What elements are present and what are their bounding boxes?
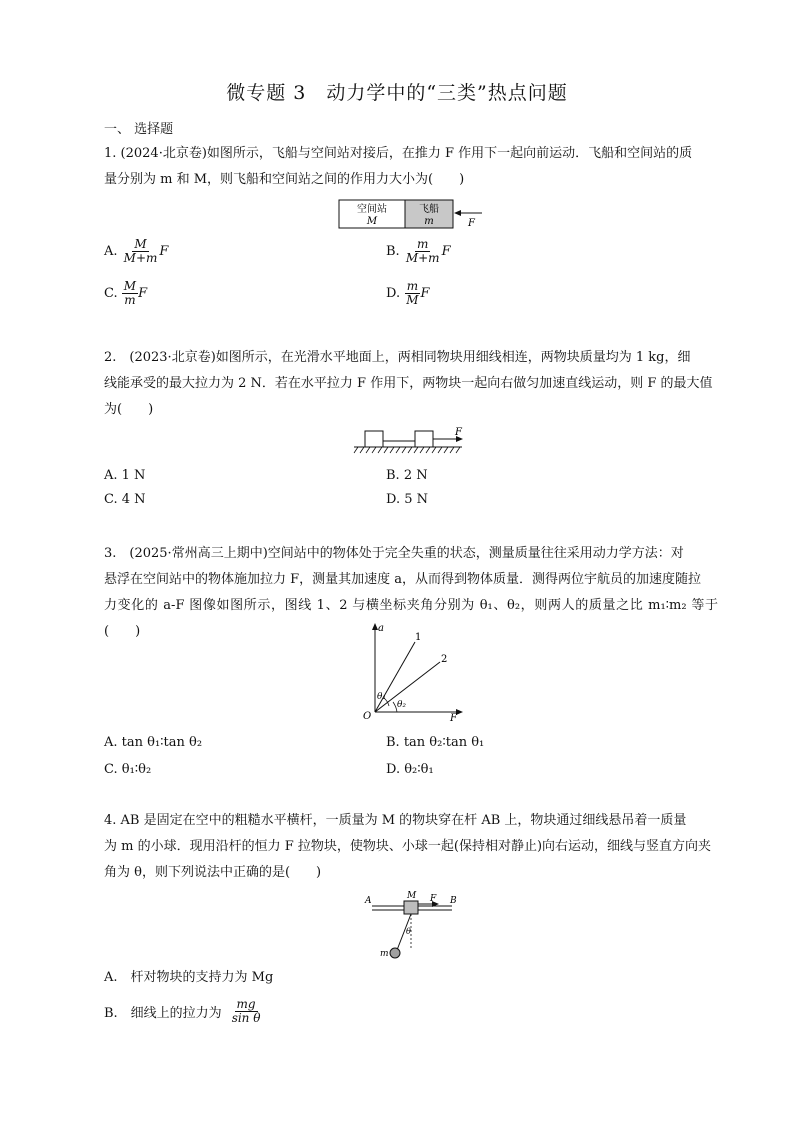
- q1-stem-line2: 量分别为 m 和 M，则飞船和空间站之间的作用力大小为( ): [104, 172, 465, 187]
- rod-end-a: A: [365, 896, 372, 906]
- x-axis-arrowhead: [456, 709, 463, 715]
- q2-figure: [352, 425, 464, 461]
- q2-option-a[interactable]: A. 1 N: [104, 468, 146, 483]
- angle-1-label: θ₁: [377, 692, 387, 702]
- line-1-label: 1: [415, 632, 422, 643]
- q4-figure: [364, 888, 464, 962]
- ship-mass: m: [424, 216, 434, 227]
- q4-option-b[interactable]: B. 细线上的拉力为 $\frac{mg}{\text{sin θ}}$: [104, 997, 261, 1025]
- q1-option-a[interactable]: A. $\frac{M}{M+m}$ F: [104, 237, 169, 265]
- hanging-ball: [390, 948, 400, 958]
- section-heading: 一、 选择题: [104, 122, 174, 137]
- q3-option-a[interactable]: A. tan θ₁∶tan θ₂: [104, 735, 203, 750]
- q4-stem-line1: 4. AB 是固定在空中的粗糙水平横杆，一质量为 M 的物块穿在杆 AB 上，物块通过细线悬吊着一质量: [104, 813, 687, 828]
- q3-stem-line2: 悬浮在空间站中的物体施加拉力 F，测量其加速度 a，从而得到物体质量．测得两位宇航员的加速度随拉: [104, 572, 702, 587]
- q1-option-d[interactable]: D. $\frac{m}{M}$ F: [386, 279, 430, 307]
- q2-stem-line1: 2. (2023·北京卷)如图所示，在光滑水平地面上，两相同物块用细线相连，两物块质量均为 1 kg，细: [104, 350, 691, 365]
- sliding-block: [404, 901, 418, 914]
- q3-option-c[interactable]: C. θ₁∶θ₂: [104, 762, 152, 777]
- ground-hatching: [354, 447, 460, 453]
- block-right: [415, 431, 433, 447]
- q3-option-d[interactable]: D. θ₂∶θ₁: [386, 762, 434, 777]
- line-2-label: 2: [441, 654, 448, 665]
- station-label: 空间站: [357, 204, 387, 215]
- q2-stem-line3: 为( ): [104, 402, 154, 417]
- q4-stem-line3: 角为 θ，则下列说法中正确的是( ): [104, 865, 322, 880]
- q2-option-b[interactable]: B. 2 N: [386, 468, 428, 483]
- angle-2-label: θ₂: [397, 700, 407, 710]
- station-mass: M: [366, 216, 378, 227]
- q3-option-b[interactable]: B. tan θ₂∶tan θ₁: [386, 735, 485, 750]
- force-arrowhead: [454, 210, 461, 216]
- block-mass-label: M: [407, 891, 417, 901]
- q1-stem-line1: 1. (2024·北京卷)如图所示，飞船与空间站对接后，在推力 F 作用下一起向前运动．飞船和空间站的质: [104, 146, 693, 161]
- ship-label: 飞船: [419, 204, 439, 215]
- page-title: 微专题 3 动力学中的“三类”热点问题: [226, 82, 568, 104]
- q2-stem-line2: 线能承受的最大拉力为 2 N．若在水平拉力 F 作用下，两物块一起向右做匀加速直线运动，则 F 的最大值: [104, 376, 713, 391]
- q3-stem-line1: 3. (2025·常州高三上期中)空间站中的物体处于完全失重的状态，测量质量往往采用动力学方法：对: [104, 546, 684, 561]
- q2-option-c[interactable]: C. 4 N: [104, 492, 146, 507]
- graph-line-2: [375, 662, 440, 712]
- pull-label: F: [455, 427, 462, 438]
- q3-stem-line3: 力变化的 a-F 图像如图所示，图线 1、2 与横坐标夹角分别为 θ₁、θ₂，则两人的质量之比 m₁∶m₂ 等于( ): [104, 598, 718, 639]
- force-label: F: [468, 218, 475, 229]
- y-axis-label: a: [378, 623, 384, 634]
- q1-figure: [338, 199, 490, 231]
- block-left: [365, 431, 383, 447]
- q4-option-a[interactable]: A. 杆对物块的支持力为 Mg: [104, 970, 274, 985]
- q1-option-c[interactable]: C. $\frac{M}{m}$ F: [104, 279, 148, 307]
- q4-stem-line2: 为 m 的小球．现用沿杆的恒力 F 拉物块，使物块、小球一起(保持相对静止)向右运动，细线与竖直方向夹: [104, 839, 712, 854]
- origin-label: O: [363, 711, 372, 722]
- q3-graph: [358, 620, 466, 724]
- q2-option-d[interactable]: D. 5 N: [386, 492, 429, 507]
- angle-label: θ: [406, 927, 411, 936]
- x-axis-label: F: [450, 713, 457, 724]
- rod-end-b: B: [450, 896, 457, 906]
- q1-option-b[interactable]: B. $\frac{m}{M+m}$ F: [386, 237, 451, 265]
- ball-mass-label: m: [380, 949, 389, 959]
- force-label: F: [430, 894, 437, 904]
